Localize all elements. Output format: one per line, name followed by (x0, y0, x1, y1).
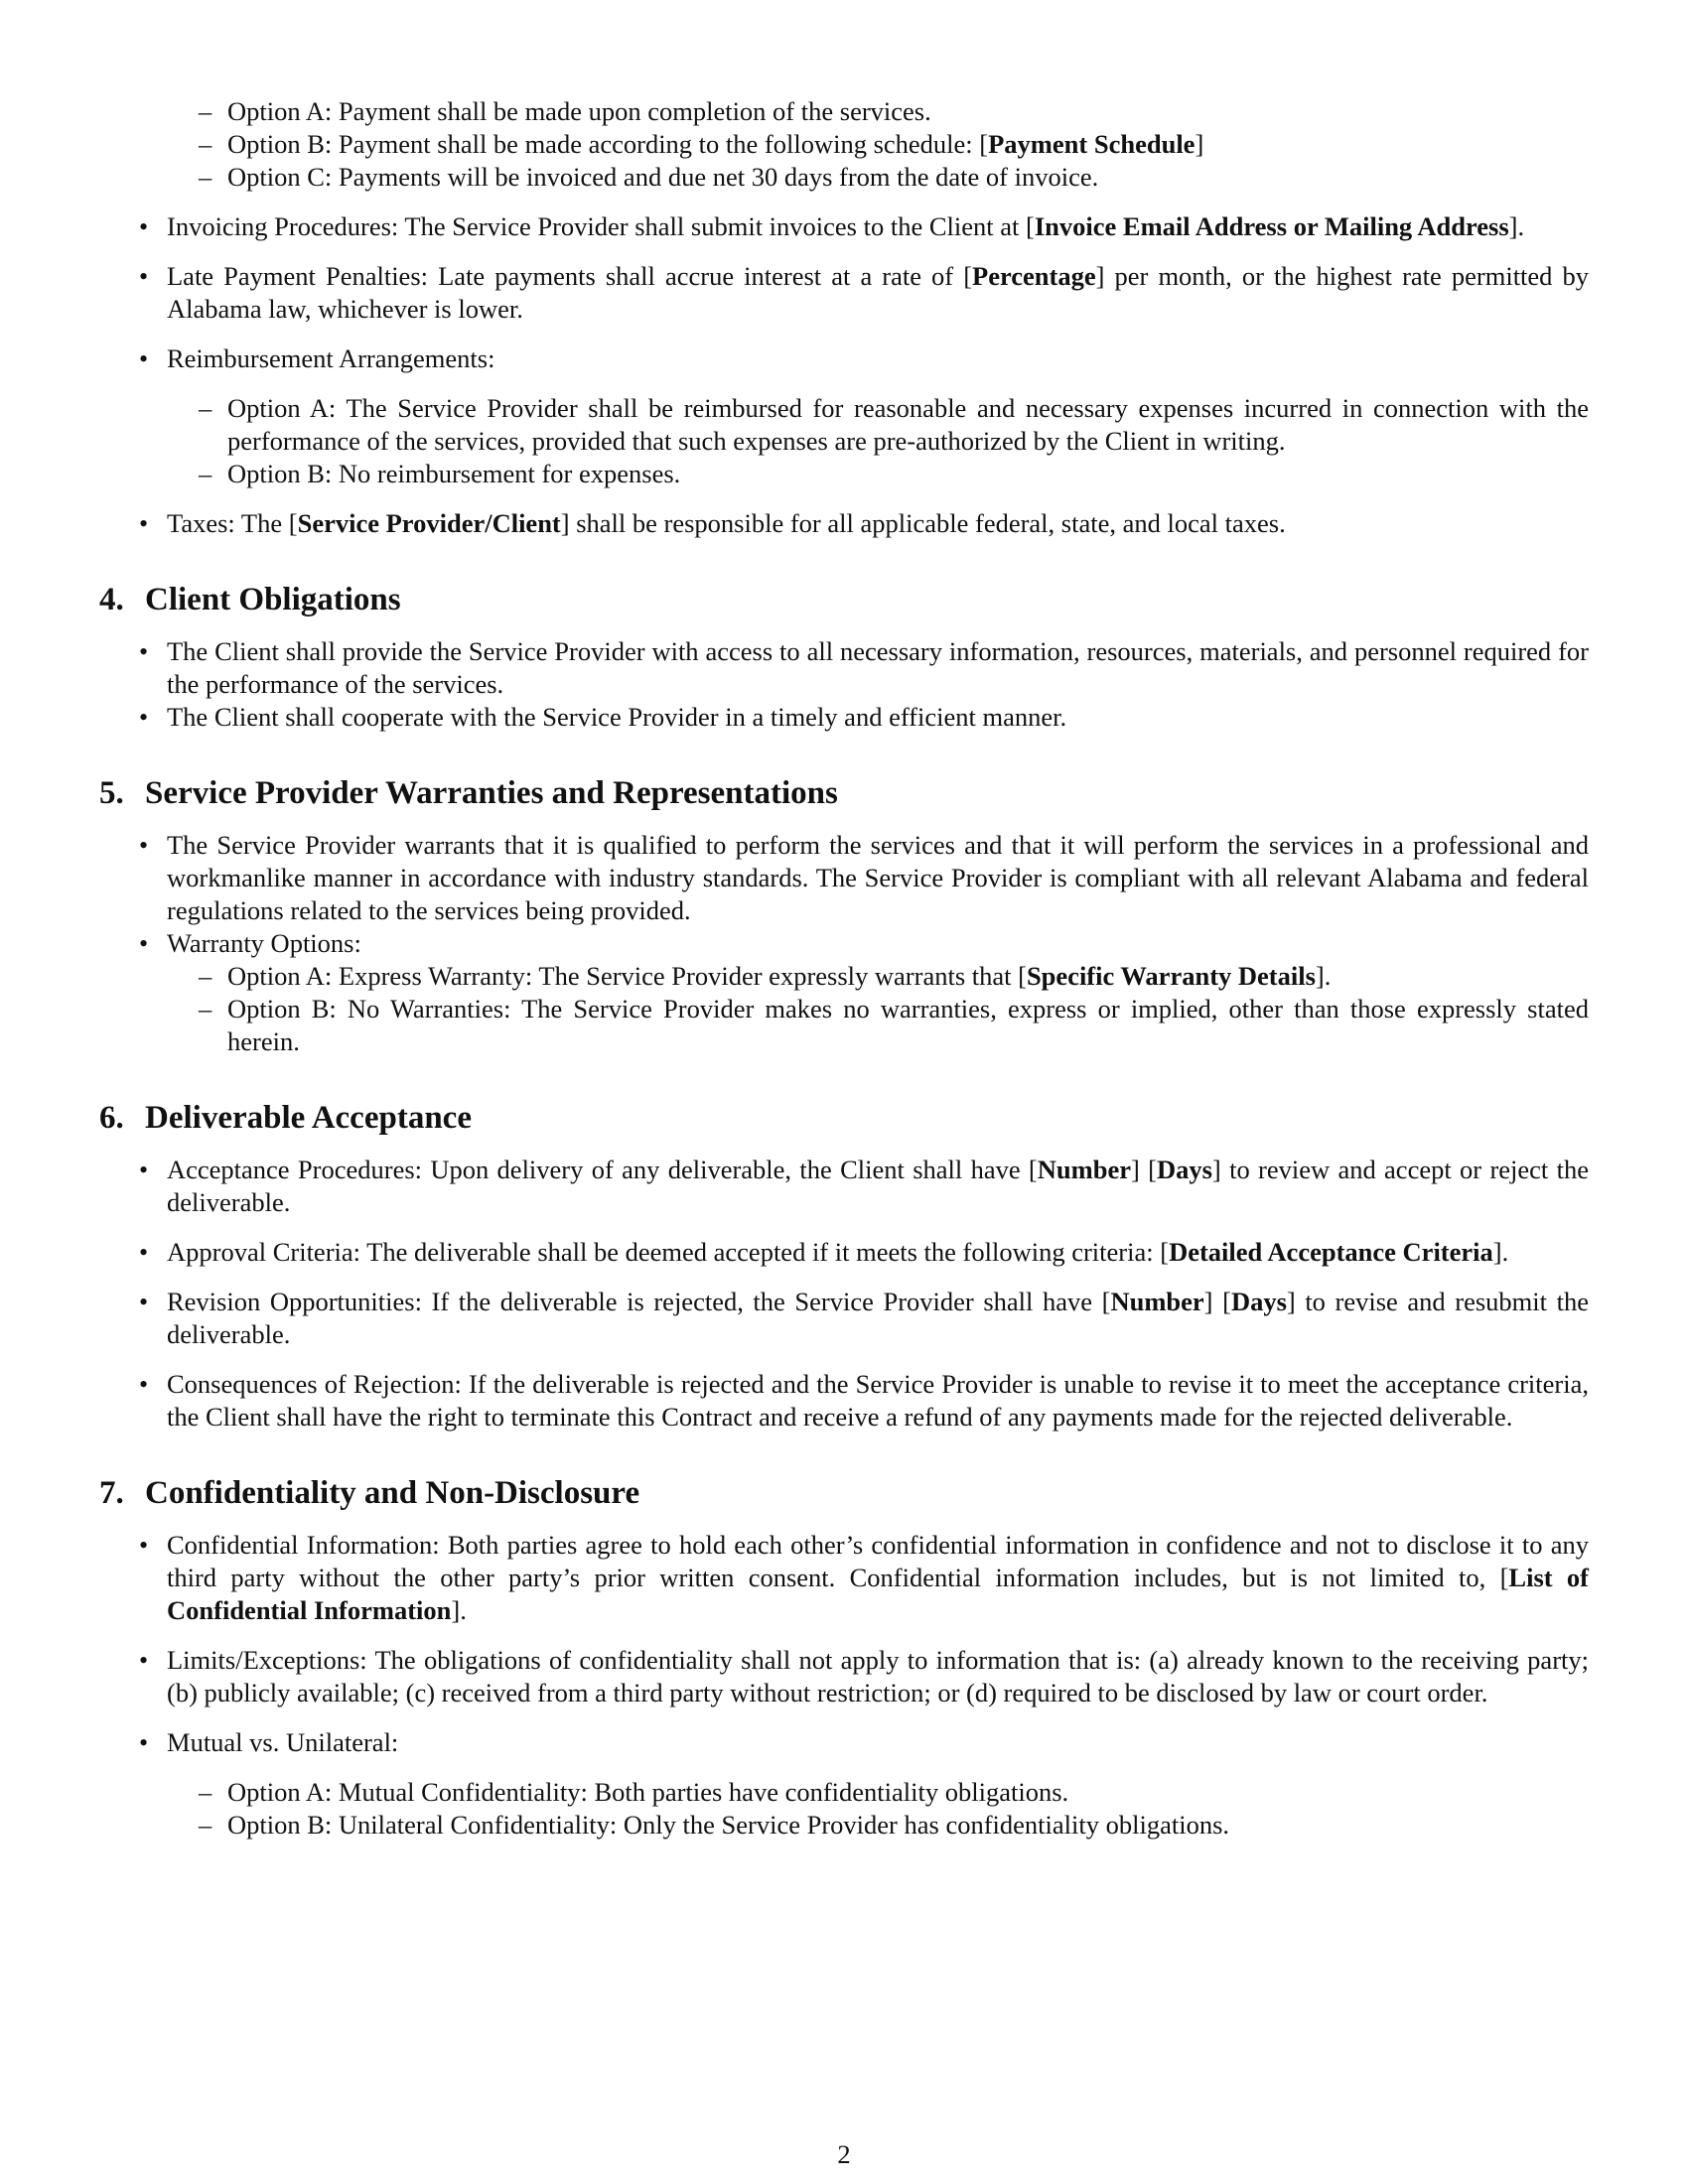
section-heading-confidentiality: 7. Confidentiality and Non-Disclosure (99, 1475, 640, 1511)
list-item: • The Client shall cooperate with the Service Provider in a timely and efficient manner. (99, 701, 1589, 734)
section-heading-client-obligations: 4. Client Obligations (99, 582, 401, 617)
invoicing-procedures: • Invoicing Procedures: The Service Provider shall submit invoices to the Client at [Invoice Email Address or Mailing Address]. (99, 210, 1589, 243)
warranty-options-list (99, 960, 1589, 1058)
section-heading-deliverable-acceptance: 6. Deliverable Acceptance (99, 1100, 472, 1136)
revision-opportunities: • Revision Opportunities: If the deliverable is rejected, the Service Provider shall have [Number] [Days] to revise and resubmit the deliverable. (99, 1286, 1589, 1351)
reimbursement-option-b: – Option B: No reimbursement for expenses. (99, 458, 1589, 490)
confidential-information: • Confidential Information: Both parties agree to hold each other’s confidential information in confidence and not to disclose it to any third party without the other party’s prior written consent. Confidential information includes, but is not limited to, [List of Confidential Information]. (99, 1529, 1589, 1627)
reimbursement-option-a: – Option A: The Service Provider shall be reimbursed for reasonable and necessary expenses incurred in connection with the performance of the services, provided that such expenses are pre-authorized by the Client in writing. (99, 392, 1589, 458)
list-item: • The Service Provider warrants that it is qualified to perform the services and that it will perform the services in a professional and workmanlike manner in accordance with industry standards. The Service Provider is compliant with all relevant Alabama and federal regulations related to the services being provided. (99, 829, 1589, 927)
warranty-option-b: – Option B: No Warranties: The Service Provider makes no warranties, express or implied, other than those expressly stated herein. (99, 993, 1589, 1058)
payment-terms-list (99, 210, 1589, 540)
taxes: • Taxes: The [Service Provider/Client] shall be responsible for all applicable federal, state, and local taxes. (99, 507, 1589, 540)
reimbursement-options (99, 392, 1589, 490)
acceptance-procedures: • Acceptance Procedures: Upon delivery of any deliverable, the Client shall have [Number] [Days] to review and accept or reject the deliverable. (99, 1154, 1589, 1219)
confidentiality-option-a: – Option A: Mutual Confidentiality: Both parties have confidentiality obligations. (99, 1776, 1589, 1809)
confidentiality-option-b: – Option B: Unilateral Confidentiality: Only the Service Provider has confidentiality obligations. (99, 1809, 1589, 1842)
approval-criteria: • Approval Criteria: The deliverable shall be deemed accepted if it meets the following criteria: [Detailed Acceptance Criteria]. (99, 1236, 1589, 1269)
confidentiality-list (99, 1529, 1589, 1842)
section-heading-warranties: 5. Service Provider Warranties and Representations (99, 775, 838, 811)
client-obligations-list (99, 635, 1589, 734)
mutual-vs-unilateral: • Mutual vs. Unilateral: – Option A: Mutual Confidentiality: Both parties have confidentiality obligations. – Option B: Unilateral Confidentiality: Only the Service Provider has confidentiality obligations. (99, 1726, 1589, 1842)
payment-option-b: – Option B: Payment shall be made according to the following schedule: [Payment Schedule] (99, 128, 1589, 161)
page-number: 2 (837, 2139, 851, 2169)
deliverable-acceptance-list (99, 1154, 1589, 1433)
confidentiality-options (99, 1776, 1589, 1842)
payment-options-list (99, 95, 1589, 194)
consequences-of-rejection: • Consequences of Rejection: If the deliverable is rejected and the Service Provider is unable to revise it to meet the acceptance criteria, the Client shall have the right to terminate this Contract and receive a refund of any payments made for the rejected deliverable. (99, 1368, 1589, 1433)
warranties-list (99, 829, 1589, 1058)
warranty-option-a: – Option A: Express Warranty: The Service Provider expressly warrants that [Specific Warranty Details]. (99, 960, 1589, 993)
payment-option-a: – Option A: Payment shall be made upon completion of the services. (99, 95, 1589, 128)
late-payment-penalties: • Late Payment Penalties: Late payments shall accrue interest at a rate of [Percentage] per month, or the highest rate permitted by Alabama law, whichever is lower. (99, 260, 1589, 326)
payment-option-c: – Option C: Payments will be invoiced and due net 30 days from the date of invoice. (99, 161, 1589, 194)
reimbursement-arrangements: • Reimbursement Arrangements: – Option A: The Service Provider shall be reimbursed for reasonable and necessary expenses incurred in connection with the performance of the services, provided that such expenses are pre-authorized by the Client in writing. – Option B: No reimbursement for expenses. (99, 342, 1589, 490)
list-item: • The Client shall provide the Service Provider with access to all necessary information, resources, materials, and personnel required for the performance of the services. (99, 635, 1589, 701)
limits-exceptions: • Limits/Exceptions: The obligations of confidentiality shall not apply to information that is: (a) already known to the receiving party; (b) publicly available; (c) received from a third party without restriction; or (d) required to be disclosed by law or court order. (99, 1644, 1589, 1709)
warranty-options: • Warranty Options: – Option A: Express Warranty: The Service Provider expressly warrants that [Specific Warranty Details]. – Option B: No Warranties: The Service Provider makes no warranties, express or implied, other than those expressly stated herein. (99, 927, 1589, 1058)
